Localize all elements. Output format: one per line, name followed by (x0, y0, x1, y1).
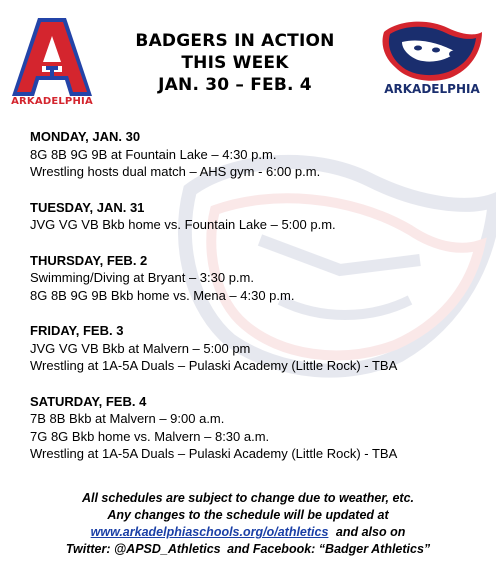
event-item: JVG VG VB Bkb home vs. Fountain Lake – 5:00 p.m. (30, 217, 336, 232)
twitter-handle: Twitter: @APSD_Athletics (65, 542, 221, 556)
event-item: Wrestling hosts dual match – AHS gym - 6:00 p.m. (30, 164, 321, 179)
day-heading: MONDAY, JAN. 30 (30, 129, 141, 144)
day-heading: SATURDAY, FEB. 4 (30, 393, 147, 409)
schedule-list (30, 128, 490, 481)
title-line-3: JAN. 30 – FEB. 4 (158, 75, 312, 95)
footer-line-3 (60, 524, 436, 541)
footer-notice (60, 490, 436, 558)
event-item: Wrestling at 1A-5A Duals – Pulaski Academy (Little Rock) - TBA (30, 446, 398, 461)
arkadelphia-badger-logo (378, 18, 486, 102)
day-heading: TUESDAY, JAN. 31 (30, 199, 145, 215)
day-block-saturday (30, 393, 490, 463)
right-logo-text: ARKADELPHIA (384, 82, 480, 96)
title-line-1: BADGERS IN ACTION (135, 31, 335, 51)
event-item: Wrestling at 1A-5A Duals – Pulaski Academy (Little Rock) - TBA (30, 358, 398, 373)
event-item: Swimming/Diving at Bryant – 3:30 p.m. (30, 270, 254, 285)
title-line-2: THIS WEEK (181, 53, 289, 73)
event-item: 7G 8G Bkb home vs. Malvern – 8:30 a.m. (30, 428, 270, 444)
arkadelphia-a-logo (8, 14, 96, 114)
day-heading: THURSDAY, FEB. 2 (30, 252, 148, 268)
event-item: 8G 8B 9G 9B Bkb home vs. Mena – 4:30 p.m. (30, 287, 295, 303)
badger-head-logo-icon (378, 18, 486, 82)
day-block-friday (30, 322, 490, 375)
day-heading: FRIDAY, FEB. 3 (30, 323, 124, 338)
footer-line-4 (60, 541, 436, 558)
athletics-website-link[interactable]: www.arkadelphiaschools.org/o/athletics (90, 525, 329, 539)
day-block-tuesday (30, 199, 490, 234)
day-block-thursday (30, 252, 490, 305)
event-item: 8G 8B 9G 9B at Fountain Lake – 4:30 p.m. (30, 146, 277, 162)
left-logo-text: ARKADELPHIA (11, 96, 93, 107)
day-block-monday (30, 128, 490, 181)
footer-line-3-suffix: and also on (335, 525, 406, 539)
page-title (100, 30, 370, 96)
facebook-handle: and Facebook: “Badger Athletics” (227, 542, 431, 556)
event-item: 7B 8B Bkb at Malvern – 9:00 a.m. (30, 411, 225, 426)
event-item: JVG VG VB Bkb at Malvern – 5:00 pm (30, 340, 251, 356)
footer-line-1: All schedules are subject to change due to weather, etc. (81, 491, 415, 505)
footer-line-2: Any changes to the schedule will be updated at (107, 508, 389, 522)
